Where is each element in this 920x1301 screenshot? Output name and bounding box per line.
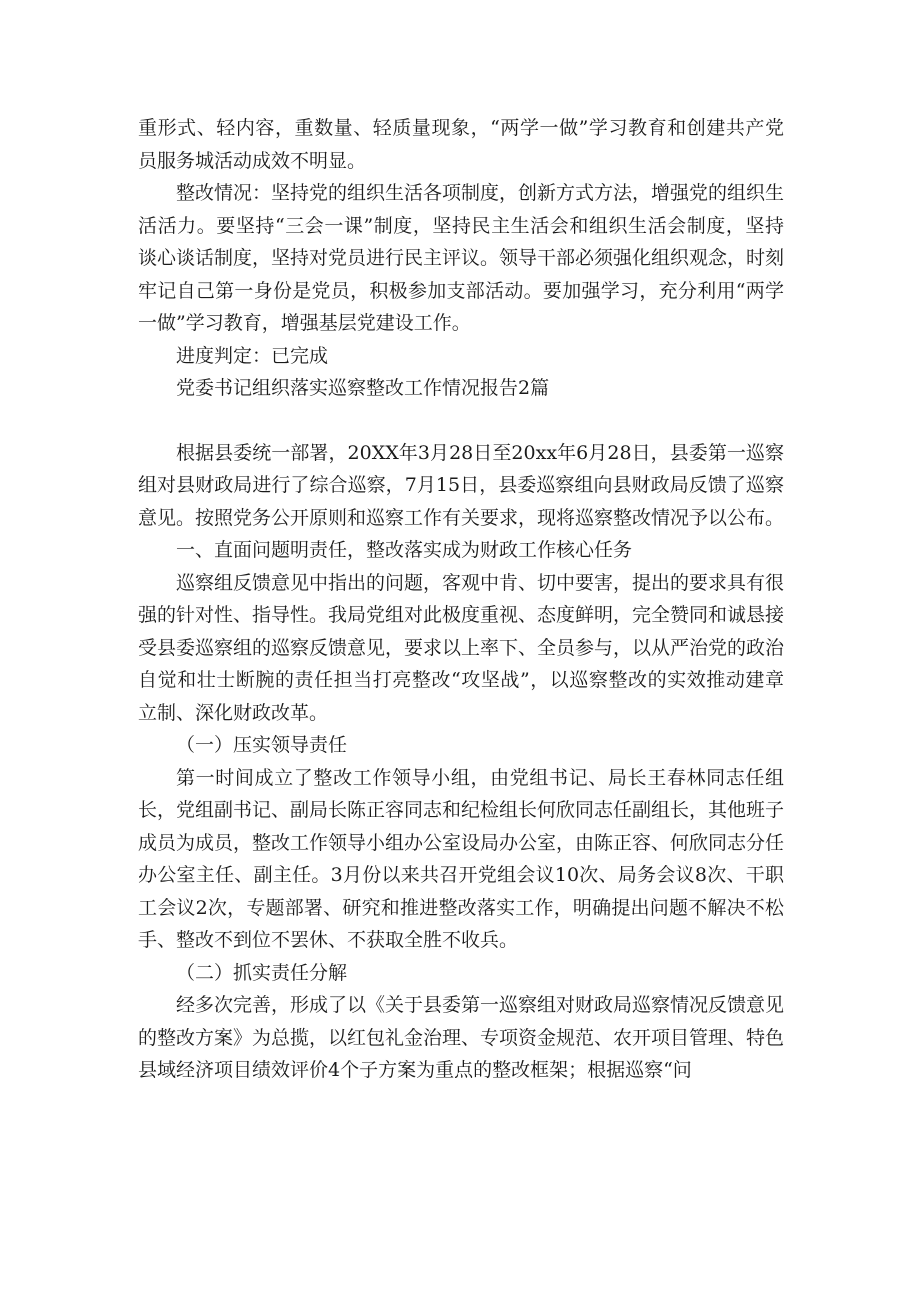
blank-line bbox=[138, 405, 784, 437]
paragraph-intro: 根据县委统一部署，20XX年3月28日至20xx年6月28日，县委第一巡察组对县财政局进行了综合巡察，7月15日，县委巡察组向县财政局反馈了巡察意见。按照党务公开原则和巡察工作有关要求，现将巡察整改情况予以公布。 bbox=[138, 441, 785, 529]
section-heading-1: 一、直面问题明责任，整改落实成为财政工作核心任务 bbox=[176, 539, 633, 561]
report-title: 党委书记组织落实巡察整改工作情况报告2篇 bbox=[176, 377, 550, 399]
paragraph-subsection-1: 第一时间成立了整改工作领导小组，由党组书记、局长王春林同志任组长，党组副书记、副局长陈正容同志和纪检组长何欣同志任副组长，其他班子成员为成员，整改工作领导小组办公室设局办公室，由陈正容、何欣同志分任办公室主任、副主任。3月份以来共召开党组会议10次、局务会议8次、干职工会议2次，专题部署、研究和推进整改落实工作，明确提出问题不解决不松手、整改不到位不罢休、不获取全胜不收兵。 bbox=[138, 766, 785, 951]
paragraph-subsection-2: 经多次完善，形成了以《关于县委第一巡察组对财政局巡察情况反馈意见的整改方案》为总揽，以红包礼金治理、专项资金规范、农开项目管理、特色县域经济项目绩效评价4个子方案为重点的整改框架；根据巡察“问 bbox=[138, 994, 785, 1081]
subsection-heading-2: （二）抓实责任分解 bbox=[176, 961, 348, 984]
paragraph-continuation: 重形式、轻内容，重数量、轻质量现象，“两学一做”学习教育和创建共产党员服务城活动成效不明显。 bbox=[138, 117, 784, 172]
paragraph-rectification: 整改情况：坚持党的组织生活各项制度，创新方式方法，增强党的组织生活活力。要坚持“三会一课”制度，坚持民主生活会和组织生活会制度，坚持谈心谈话制度，坚持对党员进行民主评议。领导干部必须强化组织观念，时刻牢记自己第一身份是党员，积极参加支部活动。要加强学习，充分利用“两学一做”学习教育，增强基层党建设工作。 bbox=[138, 182, 785, 334]
paragraph-section-1: 巡察组反馈意见中指出的问题，客观中肯、切中要害，提出的要求具有很强的针对性、指导性。我局党组对此极度重视、态度鲜明，完全赞同和诚恳接受县委巡察组的巡察反馈意见，要求以上率下、全员参与，以从严治党的政治自觉和壮士断腕的责任担当打亮整改“攻坚战”，以巡察整改的实效推动建章立制、深化财政改革。 bbox=[138, 571, 785, 724]
paragraph-progress: 进度判定：已完成 bbox=[176, 344, 329, 367]
document-body bbox=[138, 112, 784, 1087]
subsection-heading-1: （一）压实领导责任 bbox=[176, 734, 348, 756]
